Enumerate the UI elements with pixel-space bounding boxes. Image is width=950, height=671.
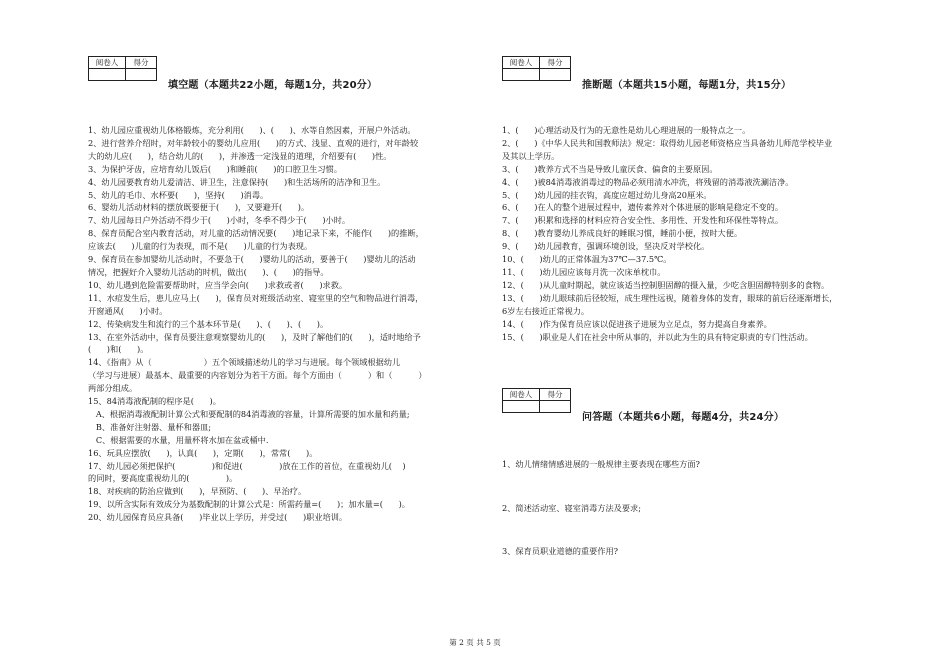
- fill-line: 应该去( )儿童的行为表现，而不是( )儿童的行为表现。: [88, 241, 313, 252]
- fill-line: C、根据需要的水量，用量杯将水加在盆或桶中.: [88, 434, 269, 445]
- fill-line: 的同时，要高度重视幼儿的( )。: [88, 473, 238, 484]
- score-label: 得分: [540, 57, 571, 69]
- fill-line: 开窗通风( )小时。: [88, 305, 168, 316]
- fill-line: 11、水痘发生后，患儿应马上( )，保育员对班级活动室、寝室里的空气和物品进行消毒，: [88, 292, 424, 303]
- judge-line: 14、( )作为保育员应该以促进孩子进展为立足点，努力提高自身素养。: [502, 318, 772, 329]
- score-box-fill: [88, 56, 157, 81]
- fill-line: 15、84消毒液配制的程序是( )。: [88, 396, 221, 407]
- fill-line: 13、在室外活动中，保育员要注意观察婴幼儿的( )，及时了解他们的( )，适时地给予: [88, 331, 421, 342]
- fill-line: 17、幼儿园必须把保护( )和促进( )放在工作的首位，在重视幼儿( ): [88, 460, 406, 471]
- qa-question-2: 2、简述活动室、寝室消毒方法及要求;: [502, 503, 641, 513]
- fill-line: 5、幼儿的毛巾、水杯要( )，坚持( )消毒。: [88, 189, 269, 200]
- reviewer-cell: [503, 401, 540, 413]
- fill-line: 18、对疾病的防治应做到( )，早预防、( )、早治疗。: [88, 486, 307, 497]
- judge-line: 1、( )心理活动及行为的无意性是幼儿心理进展的一般特点之一。: [502, 125, 751, 135]
- fill-line: 10、幼儿遇到危险需要帮助时，应当学会向( )求救或者( )求救。: [88, 279, 348, 290]
- qa-question-3: 3、保育员职业道德的重要作用?: [502, 546, 619, 556]
- judge-line: 7、( )积累和选择的材料应符合安全性、多用性、开发性和环保性等特点。: [502, 215, 784, 226]
- fill-line: 16、玩具应摆放( )，认真( )，定期( )，常常( )。: [88, 447, 318, 458]
- fill-line: 大的幼儿应( )，结合幼儿的( )，并渗透一定浅显的道理，介绍要有( )性。: [88, 150, 392, 161]
- fill-line: 7、幼儿园每日户外活动不得少于( )小时，冬季不得少于( )小时。: [88, 215, 351, 226]
- score-cell: [540, 69, 571, 81]
- fill-line: 1、幼儿园应重视幼儿体格锻炼，充分利用( )、( )、水等自然因素，开展户外活动。: [88, 125, 416, 135]
- judge-title: 推断题（本题共15小题，每题1分，共15分）: [582, 80, 792, 91]
- fill-line: 19、以所含实际有效成分为基数配制的计算公式是：所需药量=( )；加水量=( )。: [88, 499, 410, 510]
- reviewer-cell: [503, 69, 540, 81]
- fill-line: 8、保育员配合室内教育活动，对儿童的活动情况要( )地记录下来，不能作( )的推断，: [88, 228, 424, 239]
- fill-line: 4、幼儿园要教育幼儿爱清洁、讲卫生，注意保持( )和生活场所的洁净和卫生。: [88, 176, 386, 187]
- fill-line: 9、保育员在参加婴幼儿活动时，不要急于( )婴幼儿的活动，要善于( )婴幼儿的活动: [88, 254, 416, 265]
- fill-line: 两部分组成。: [88, 383, 138, 394]
- judge-line: 4、( )被84消毒液消毒过的物品必须用清水冲洗，将残留的消毒液洗涮洁净。: [502, 176, 794, 187]
- reviewer-cell: [89, 69, 126, 81]
- fill-line: A、根据消毒液配制计算公式和要配制的84消毒液的容量，计算所需要的加水量和药量;: [88, 408, 410, 419]
- fill-line: ( )和( )。: [88, 344, 149, 355]
- judge-line: 9、( )幼儿园教育，强调环境创设，坚决反对学校化。: [502, 241, 710, 252]
- fill-line: 14、《指南》从（ ）五个领域描述幼儿的学习与进展。每个领域根据幼儿: [88, 357, 401, 368]
- judge-line: 13、( )幼儿眼球前后径较短，成生理性远视，随着身体的发育，眼球的前后径逐渐增长，: [502, 292, 838, 303]
- judge-line: 10、( )幼儿的正常体温为37℃—37.5℃。: [502, 254, 672, 265]
- qa-question-1: 1、幼儿情绪情感进展的一般规律主要表现在哪些方面?: [502, 459, 700, 469]
- fill-line: 3、为保护牙齿，应培育幼儿饭后( )和睡前( )的口腔卫生习惯。: [88, 163, 342, 174]
- fill-line: 情况，把握好介入婴幼儿活动的时机，做出( )、( )的指导。: [88, 266, 329, 277]
- qa-title: 问答题（本题共6小题，每题4分，共24分）: [582, 412, 785, 423]
- judge-list: [502, 124, 874, 343]
- score-label: 得分: [540, 389, 571, 401]
- judge-line: 11、( )幼儿园应该每月洗一次床单枕巾。: [502, 266, 666, 277]
- fill-blank-title: 填空题（本题共22小题，每题1分，共20分）: [168, 80, 378, 91]
- fill-line: （学习与进展）最基本、最重要的内容划分为若干方面。每个方面由（ ）和（ ）: [88, 370, 427, 381]
- judge-line: 8、( )教育婴幼儿养成良好的睡眠习惯，睡前小便，按时大便。: [502, 228, 743, 239]
- fill-line: 20、幼儿园保育员应具备( )毕业以上学历，并受过( )职业培训。: [88, 512, 348, 523]
- reviewer-label: 阅卷人: [89, 57, 126, 69]
- fill-blank-list: [88, 124, 488, 524]
- judge-line: 15、( )职业是人们在社会中所从事的，并以此为生的具有特定职责的专门性活动。: [502, 331, 813, 342]
- fill-line: 2、进行营养介绍时，对年龄较小的婴幼儿应用( )的方式、浅显、直观的进行，对年龄较: [88, 137, 419, 148]
- score-cell: [126, 69, 157, 81]
- reviewer-label: 阅卷人: [503, 57, 540, 69]
- judge-line: 3、( )教养方式不当是导致儿童厌食、偏食的主要原因。: [502, 163, 718, 174]
- score-box-qa: [502, 388, 571, 413]
- score-label: 得分: [126, 57, 157, 69]
- score-cell: [540, 401, 571, 413]
- judge-line: 12、( )从儿童时期起，就应该适当控制胆固醇的摄入量，少吃含胆固醇特别多的食物。: [502, 279, 830, 290]
- reviewer-label: 阅卷人: [503, 389, 540, 401]
- judge-line: 5、( )幼儿园的挂衣钩，高度应超过幼儿身高20厘米。: [502, 189, 712, 200]
- fill-line: B、准备好注射器、量杯和器皿;: [88, 421, 212, 432]
- judge-line: 及其以上学历。: [502, 150, 560, 161]
- fill-line: 6、婴幼儿活动材料的摆放既要便于( )，又要避开( )。: [88, 202, 310, 213]
- score-box-judge: [502, 56, 571, 81]
- fill-line: 12、传染病发生和流行的三个基本环节是( )、( )、( )。: [88, 318, 329, 329]
- page-footer: 第 2 页 共 5 页: [449, 638, 501, 647]
- judge-line: 2、( )《中华人民共和国教师法》规定：取得幼儿园老师资格应当具备幼儿师范学校毕业: [502, 137, 833, 148]
- judge-line: 6岁左右接近正常视力。: [502, 305, 590, 316]
- judge-line: 6、( )在人的整个进展过程中，遗传素养对个体进展的影响是稳定不变的。: [502, 202, 784, 213]
